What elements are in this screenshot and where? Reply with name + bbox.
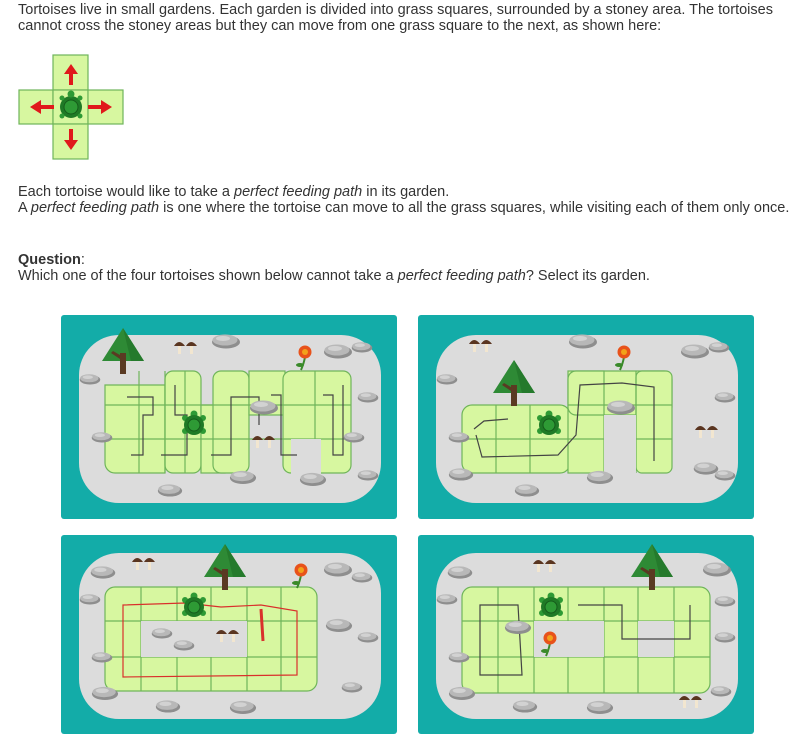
garden-option-2[interactable]	[418, 315, 754, 519]
question-label: Question	[18, 252, 81, 268]
garden-option-4[interactable]	[418, 535, 754, 734]
question-text: Which one of the four tortoises shown below cannot take a perfect feeding path? Select its garden.	[18, 268, 650, 284]
intro-paragraph: Tortoises live in small gardens. Each garden is divided into grass squares, surrounded by a stoney area. The tortoises cannot cross the stoney areas but they can move from one grass square to the next, as shown here:	[18, 2, 773, 34]
garden-option-1[interactable]	[61, 315, 397, 519]
definition-line-1: Each tortoise would like to take a perfect feeding path in its garden.	[18, 184, 450, 200]
question-block: Question: Which one of the four tortoises shown below cannot take a perfect feeding path? Select its garden.	[18, 252, 650, 284]
garden-option-3[interactable]	[61, 535, 397, 734]
definition-paragraph	[18, 184, 798, 216]
movement-diagram	[18, 54, 124, 160]
definition-line-2: A perfect feeding path is one where the tortoise can move to all the grass squares, while visiting each of them only once.	[18, 200, 790, 216]
